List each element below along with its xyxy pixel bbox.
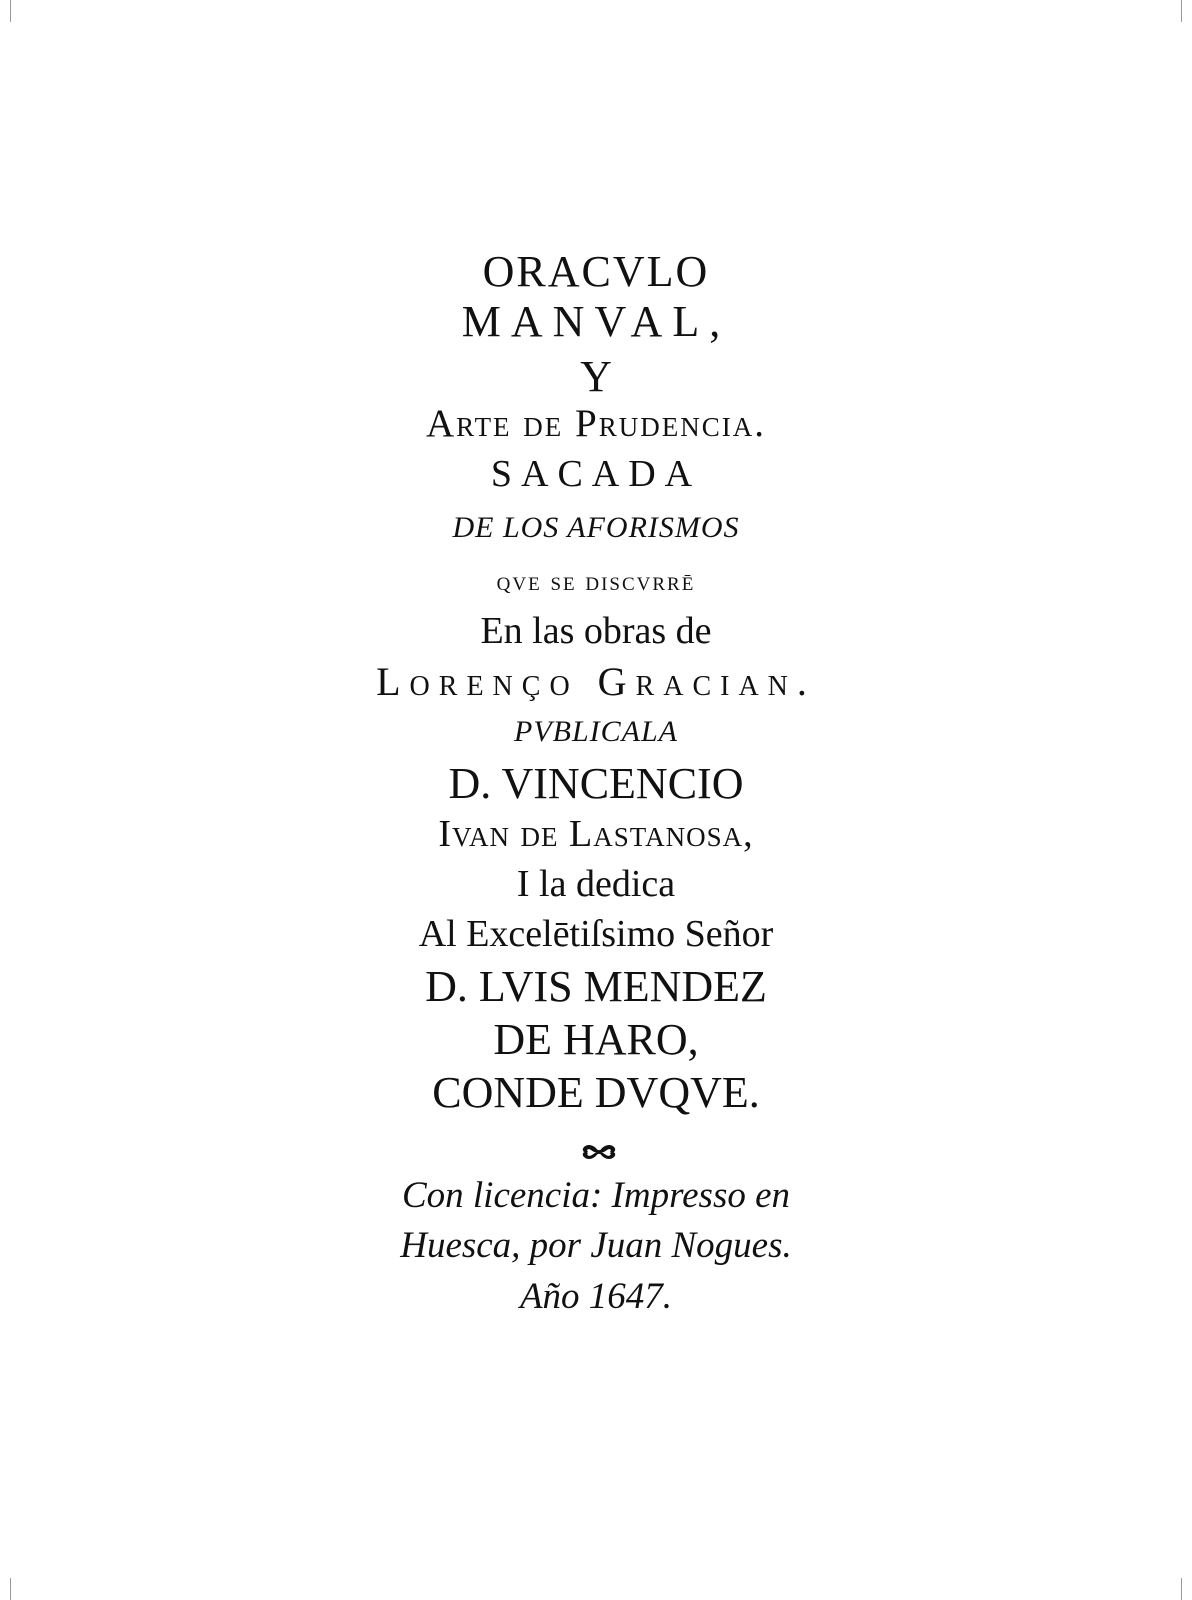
dedicatee-name-line2: DE HARO, bbox=[493, 1015, 699, 1064]
dedicatee-title: CONDE DVQVE. bbox=[432, 1068, 760, 1117]
publisher-name-line1: D. VINCENCIO bbox=[448, 759, 744, 808]
fleuron-ornament-icon bbox=[580, 1141, 618, 1163]
imprint-license: Con licencia: Impresso en bbox=[401, 1175, 791, 1216]
publicala-label: PVBLICALA bbox=[514, 715, 678, 748]
dedicatee-name-line1: D. LVIS MENDEZ bbox=[425, 962, 767, 1011]
title-oraculo: ORACVLO bbox=[482, 247, 710, 296]
dedication-label: I la dedica bbox=[516, 863, 676, 905]
title-manual: MANVAL, bbox=[461, 297, 731, 346]
title-conjunction: Y bbox=[580, 352, 612, 401]
subtitle-sacada: SACADA bbox=[490, 453, 702, 495]
title-arte-de-prudencia: Arte de Prudencia. bbox=[426, 402, 766, 445]
subtitle-que-se-discurren: qve se discvrrē bbox=[496, 566, 696, 596]
subtitle-en-las-obras: En las obras de bbox=[480, 610, 712, 652]
author-name: Lorenço Gracian. bbox=[376, 659, 816, 704]
dedication-honorific: Al Excelētiſsimo Señor bbox=[418, 913, 774, 955]
imprint-printer: Huesca, por Juan Nogues. bbox=[400, 1225, 792, 1266]
publisher-name-line2: Ivan de Lastanosa, bbox=[438, 813, 754, 855]
imprint-year: Año 1647. bbox=[519, 1276, 673, 1317]
subtitle-aforismos: DE LOS AFORISMOS bbox=[452, 511, 740, 544]
